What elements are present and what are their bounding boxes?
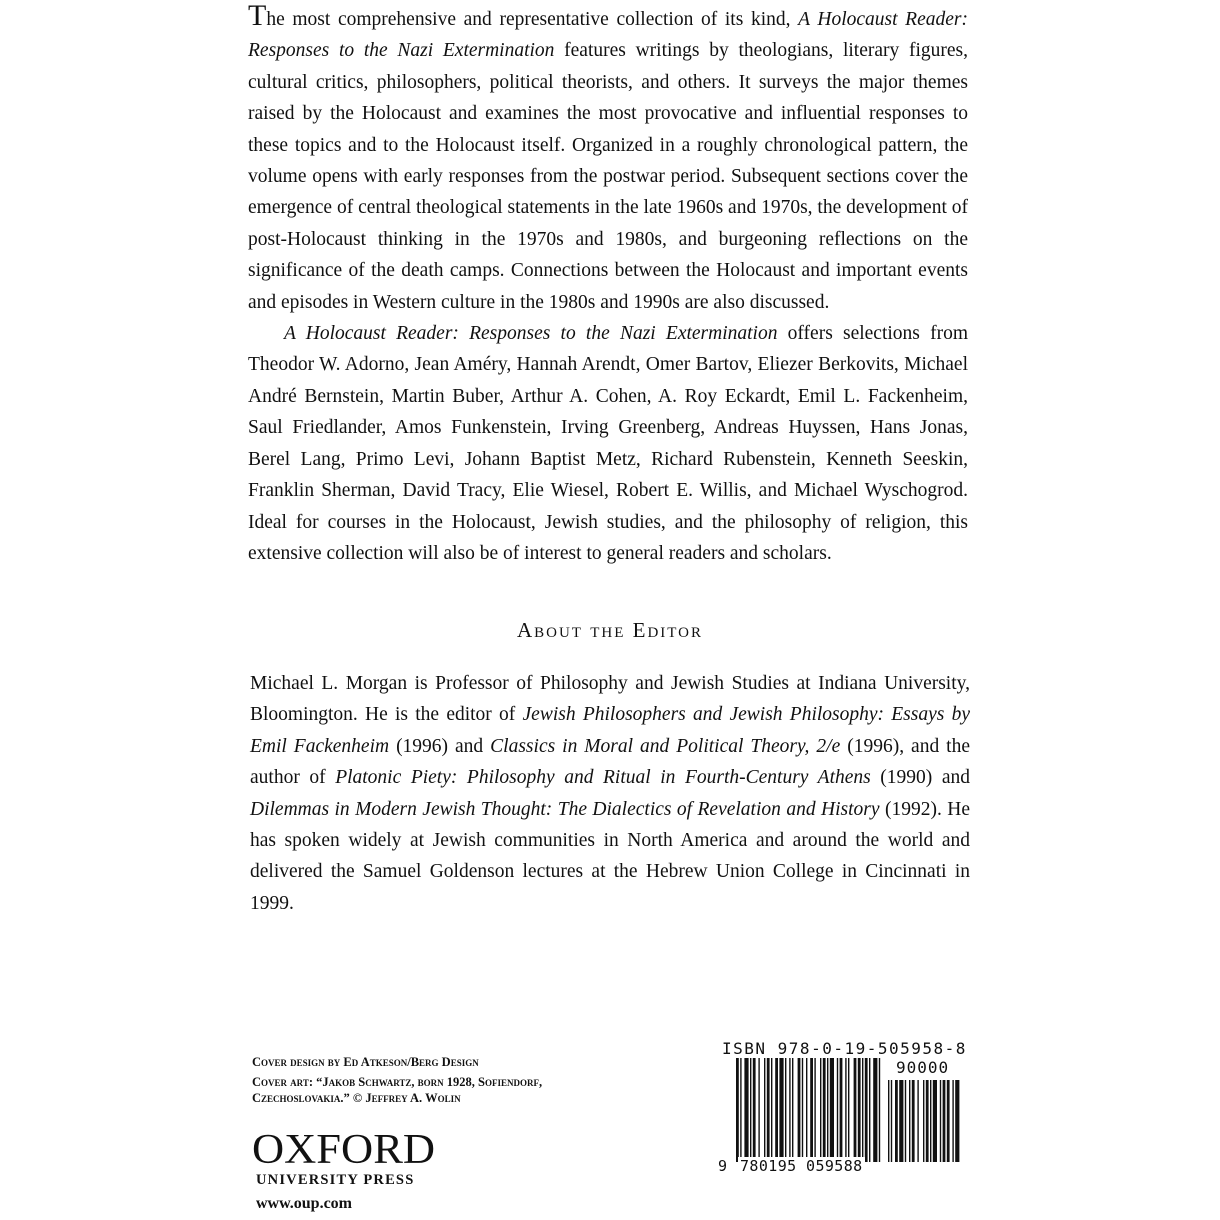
body-text: (1992). He has spoken widely at Jewish communities in North America and around the world and delivered the Samuel Goldenson lectures at the Hebrew Union College in Cincinnati in 1999. xyxy=(250,798,970,914)
barcode-bar xyxy=(789,1058,790,1162)
about-editor-heading: About the Editor xyxy=(516,618,704,642)
barcode-bar xyxy=(758,1058,759,1162)
body-text: offers selections from Theodor W. Adorno, Jean Améry, Hannah Arendt, Omer Bartov, Eliezer Berkovits, Michael André Bernstein, Martin Buber, Arthur A. Cohen, A. Roy Eckardt, Emil L. Fackenheim, Saul Friedlander, Amos Funkenstein, Irving Greenberg, Andreas Huyssen, Hans Jonas, Berel Lang, Primo Levi, Johann Baptist Metz, Richard Rubenstein, Kenneth Seeskin, Franklin Sherman, David Tracy, Elie Wiesel, Robert E. Willis, and Michael Wyschogrod. Ideal for courses in the Holocaust, Jewish studies, and the philosophy of religion, this extensive collection will also be of interest to general readers and scholars. xyxy=(248,323,968,564)
barcode-bar xyxy=(802,1058,803,1162)
barcode-bar xyxy=(854,1058,857,1162)
barcode-bar xyxy=(764,1058,765,1162)
book-title-text: Dilemmas in Modern Jewish Thought: The Dialectics of Revelation and History xyxy=(250,798,880,820)
barcode-addon-bar xyxy=(912,1080,915,1162)
description-paragraph-1 xyxy=(248,0,968,318)
barcode-bar xyxy=(837,1058,838,1162)
price-code: 90000 xyxy=(896,1058,950,1077)
publisher-url: www.oup.com xyxy=(256,1195,353,1212)
body-text: (1996), and the author of xyxy=(250,735,970,789)
barcode-bar xyxy=(848,1058,849,1162)
barcode-bar xyxy=(740,1058,741,1162)
book-title-text: Platonic Piety: Philosophy and Ritual in Fourth-Century Athens xyxy=(335,767,871,789)
barcode-bar xyxy=(792,1058,793,1162)
barcode-addon-bar xyxy=(909,1080,910,1162)
editor-bio xyxy=(250,668,970,919)
body-text: (1996) and xyxy=(389,735,491,757)
barcode-bar xyxy=(810,1058,813,1162)
barcode-bar xyxy=(858,1058,861,1162)
barcode-bar xyxy=(798,1058,801,1162)
book-title-text: A Holocaust Reader: Responses to the Nazi Extermination xyxy=(284,323,778,345)
barcode-addon-bar xyxy=(891,1080,892,1162)
barcode-addon-bar xyxy=(947,1080,950,1162)
barcode-addon-bar xyxy=(926,1080,929,1162)
barcode-bar xyxy=(753,1058,756,1162)
barcode-addon-bar xyxy=(933,1080,937,1162)
editor-bio-paragraph xyxy=(250,668,970,919)
description-paragraph-2 xyxy=(248,318,968,569)
book-description xyxy=(248,0,968,569)
barcode-bar xyxy=(744,1058,748,1162)
barcode-addon-bar xyxy=(940,1080,941,1162)
barcode-bar xyxy=(873,1058,877,1162)
barcode-addon-bar xyxy=(930,1080,931,1162)
barcode-addon-bar xyxy=(888,1080,889,1162)
barcode-bar xyxy=(869,1058,870,1162)
barcode-addon-bar xyxy=(899,1080,903,1162)
barcode-addon-bar xyxy=(905,1080,906,1162)
cover-design-credit: Cover design by Ed Atkeson/Berg Design xyxy=(252,1055,479,1069)
publisher-subtitle: UNIVERSITY PRESS xyxy=(256,1172,415,1188)
barcode-bar xyxy=(806,1058,807,1162)
barcode-bar xyxy=(814,1058,815,1162)
barcode-bar xyxy=(771,1058,772,1162)
barcode-bar xyxy=(879,1058,880,1162)
barcode-bar xyxy=(823,1058,826,1162)
barcode-bar xyxy=(862,1058,863,1162)
book-title-text: A Holocaust Reader: Responses to the Nazi Extermination xyxy=(248,9,968,62)
barcode-bar xyxy=(750,1058,751,1162)
barcode-bar xyxy=(767,1058,770,1162)
publisher-logo: OXFORD xyxy=(252,1127,436,1173)
body-text: (1990) and xyxy=(870,767,970,789)
barcode-addon-bar xyxy=(895,1080,898,1162)
barcode-bar xyxy=(865,1058,868,1162)
body-text: Michael L. Morgan is Professor of Philosophy and Jewish Studies at Indiana University, Bloomington. He is the editor of xyxy=(250,673,970,726)
body-text: features writings by theologians, literary figures, cultural critics, philosophers, political theorists, and others. It surveys the major themes raised by the Holocaust and examines the most provocative and influential responses to these topics and to the Holocaust itself. Organized in a roughly chronological pattern, the volume opens with early responses from the postwar period. Subsequent sections cover the emergence of central theological statements in the late 1960s and 1970s, the development of post-Holocaust thinking in the 1970s and 1980s, and burgeoning reflections on the significance of the death camps. Connections between the Holocaust and important events and episodes in Western culture in the 1980s and 1990s are also discussed. xyxy=(248,40,968,313)
barcode-digits: 780195 059588 xyxy=(740,1157,863,1175)
body-text: he most comprehensive and representative collection of its kind, xyxy=(266,9,799,30)
cover-credits xyxy=(252,1054,632,1106)
barcode-bar xyxy=(736,1058,739,1162)
barcode-bar xyxy=(785,1058,786,1162)
barcode-bar xyxy=(830,1058,834,1162)
book-title-text: Classics in Moral and Political Theory, 2/e xyxy=(490,735,841,757)
barcode-bar xyxy=(845,1058,846,1162)
isbn-text: ISBN 978-0-19-505958-8 xyxy=(722,1039,967,1058)
barcode-bar xyxy=(827,1058,828,1162)
barcode-bar xyxy=(775,1058,778,1162)
barcode-addon-bar xyxy=(955,1080,959,1162)
cover-art-credit-line-2: Czechoslovakia.” © Jeffrey A. Wolin xyxy=(252,1091,461,1105)
barcode-bar xyxy=(840,1058,843,1162)
barcode-addon-bar xyxy=(952,1080,953,1162)
barcode-addon-bar xyxy=(917,1080,918,1162)
book-title-text: Jewish Philosophers and Jewish Philosophy: Essays by Emil Fackenheim xyxy=(250,704,970,757)
barcode-bar xyxy=(779,1058,783,1162)
barcode-addon-bar xyxy=(923,1080,924,1162)
cover-art-credit-line-1: Cover art: “Jakob Schwartz, born 1928, Sofiendorf, xyxy=(252,1075,543,1089)
body-text: T xyxy=(248,0,267,32)
barcode-bar xyxy=(820,1058,821,1162)
barcode-lead-digit: 9 xyxy=(718,1157,728,1175)
barcode-addon-bar xyxy=(943,1080,946,1162)
